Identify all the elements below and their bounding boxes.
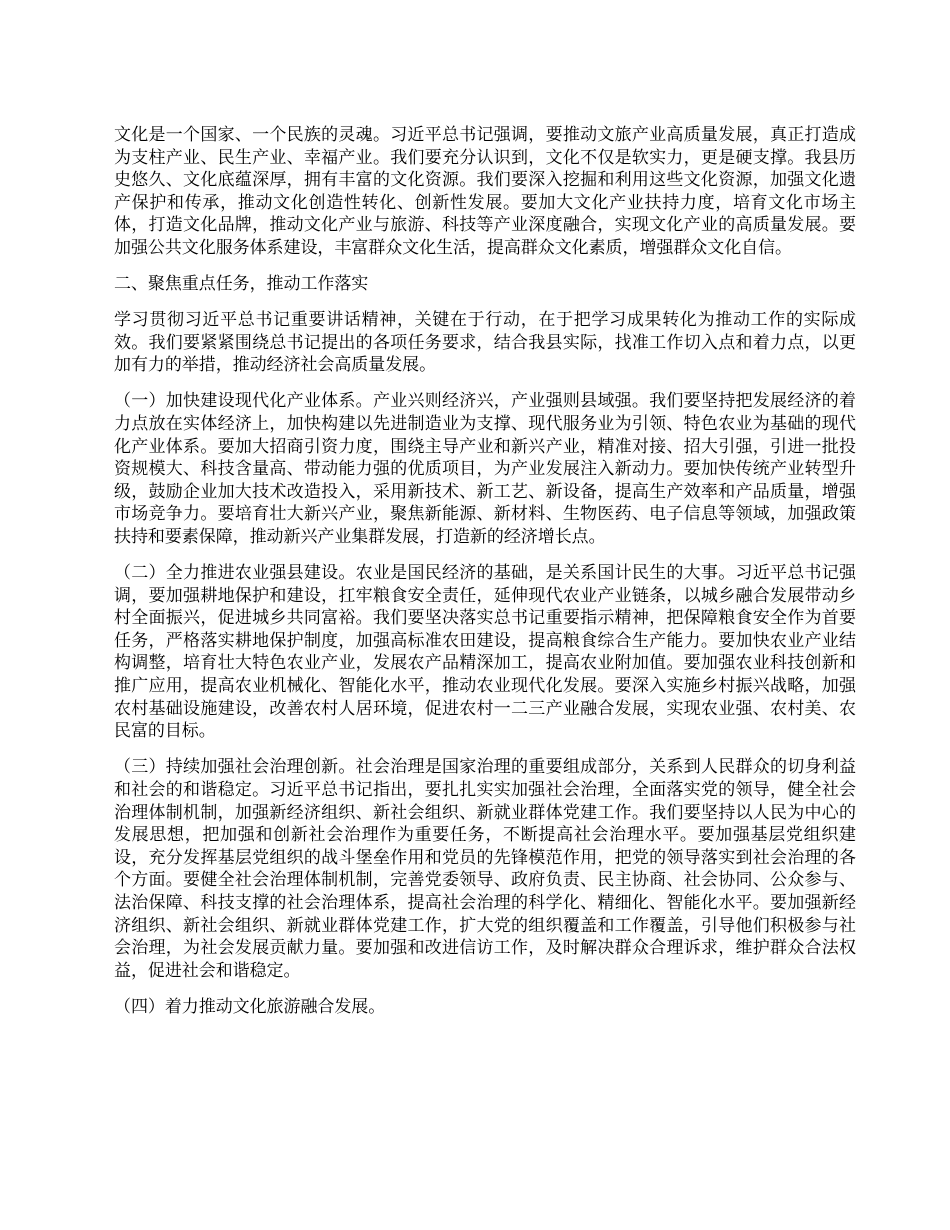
paragraph-social-governance: （三）持续加强社会治理创新。社会治理是国家治理的重要组成部分，关系到人民群众的切身利益和社会的和谐稳定。习近平总书记指出，要扎扎实实加强社会治理，全面落实党的领导，健全社会治理体制机制，加强新经济组织、新社会组织、新就业群体党建工作。我们要坚持以人民为中心的发展思想，把加强和创新社会治理作为重要任务，不断提高社会治理水平。要加强基层党组织建设，充分发挥基层党组织的战斗堡垒作用和党员的先锋模范作用，把党的领导落实到社会治理的各个方面。要健全社会治理体制机制，完善党委领导、政府负责、民主协商、社会协同、公众参与、法治保障、科技支撑的社会治理体系，提高社会治理的科学化、精细化、智能化水平。要加强新经济组织、新社会组织、新就业群体党建工作，扩大党的组织覆盖和工作覆盖，引导他们积极参与社会治理，为社会发展贡献力量。要加强和改进信访工作，及时解决群众合理诉求，维护群众合法权益，促进社会和谐稳定。 [114, 757, 856, 981]
paragraph-culture-tourism: （四）着力推动文化旅游融合发展。 [114, 996, 386, 1017]
paragraph-culture: 文化是一个国家、一个民族的灵魂。习近平总书记强调，要推动文旅产业高质量发展，真正打造成为支柱产业、民生产业、幸福产业。我们要充分认识到，文化不仅是软实力，更是硬支撑。我县历史悠久、文化底蕴深厚，拥有丰富的文化资源。我们要深入挖掘和利用这些文化资源，加强文化遗产保护和传承，推动文化创造性转化、创新性发展。要加大文化产业扶持力度，培育文化市场主体，打造文化品牌，推动文化产业与旅游、科技等产业深度融合，实现文化产业的高质量发展。要加强公共文化服务体系建设，丰富群众文化生活，提高群众文化素质，增强群众文化自信。 [114, 125, 856, 258]
paragraph-agriculture: （二）全力推进农业强县建设。农业是国民经济的基础，是关系国计民生的大事。习近平总书记强调，要加强耕地保护和建设，扛牢粮食安全责任，延伸现代农业产业链条，以城乡融合发展带动乡村全面振兴，促进城乡共同富裕。我们要坚决落实总书记重要指示精神，把保障粮食安全作为首要任务，严格落实耕地保护制度，加强高标准农田建设，提高粮食综合生产能力。要加快农业产业结构调整，培育壮大特色农业产业，发展农产品精深加工，提高农业附加值。要加强农业科技创新和推广应用，提高农业机械化、智能化水平，推动农业现代化发展。要深入实施乡村振兴战略，加强农村基础设施建设，改善农村人居环境，促进农村一二三产业融合发展，实现农业强、农村美、农民富的目标。 [114, 563, 856, 742]
paragraph-intro-tasks: 学习贯彻习近平总书记重要讲话精神，关键在于行动，在于把学习成果转化为推动工作的实际成效。我们要紧紧围绕总书记提出的各项任务要求，结合我县实际，找准工作切入点和着力点，以更加有力的举措，推动经济社会高质量发展。 [114, 310, 856, 376]
document-body [114, 124, 856, 1032]
paragraph-industry-system: （一）加快建设现代化产业体系。产业兴则经济兴，产业强则县域强。我们要坚持把发展经济的着力点放在实体经济上，加快构建以先进制造业为支撑、现代服务业为引领、特色农业为基础的现代化产业体系。要加大招商引资力度，围绕主导产业和新兴产业，精准对接、招大引强，引进一批投资规模大、科技含量高、带动能力强的优质项目，为产业发展注入新动力。要加快传统产业转型升级，鼓励企业加大技术改造投入，采用新技术、新工艺、新设备，提高生产效率和产品质量，增强市场竞争力。要培育壮大新兴产业，聚焦新能源、新材料、生物医药、电子信息等领域，加强政策扶持和要素保障，推动新兴产业集群发展，打造新的经济增长点。 [114, 391, 856, 547]
section-heading-2: 二、聚焦重点任务，推动工作落实 [114, 274, 369, 295]
